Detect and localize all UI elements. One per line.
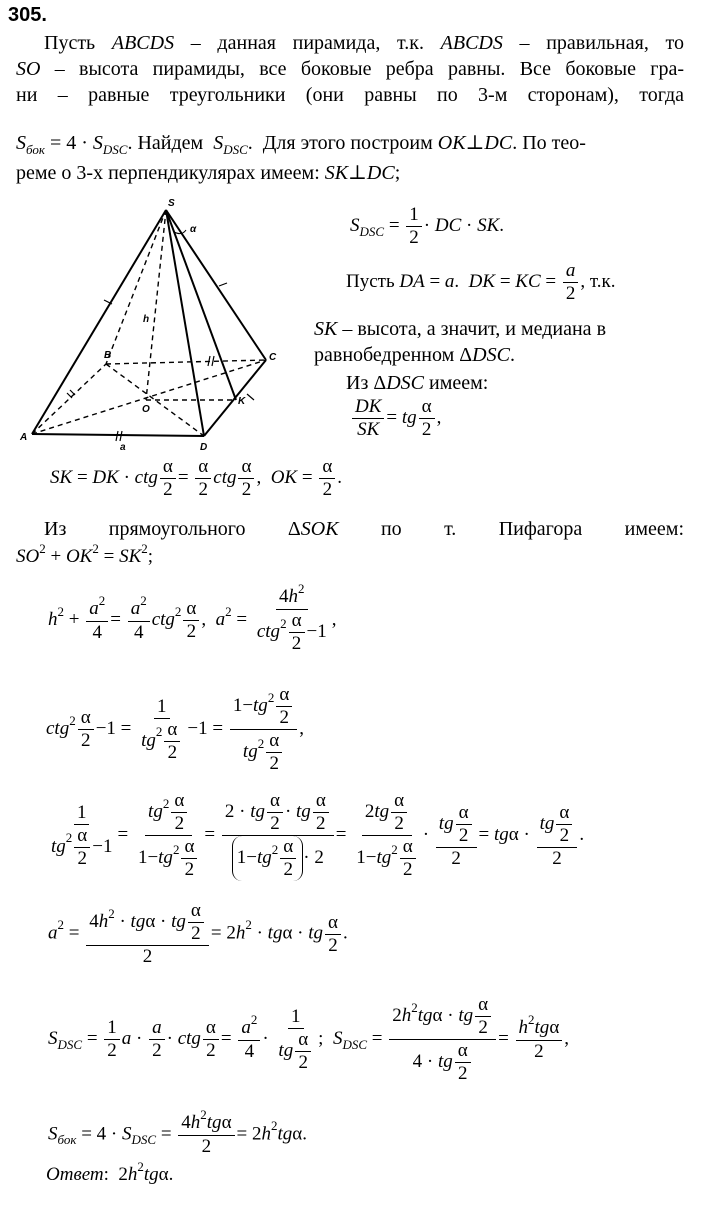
paragraph-line-1: Пусть ABCDS – данная пирамида, т.к. ABCDS – правильная, то (44, 32, 684, 54)
label-alpha: α (190, 224, 197, 235)
problem-number: 305. (8, 4, 47, 26)
paragraph-line-4: $S_{бок} = 4 \cdot S_{DSC}$. Найдем $S_{DSC}$. Для этого построим OK⊥DC. По тео- (16, 132, 586, 157)
label-A: A (20, 432, 28, 443)
label-D: D (200, 442, 208, 453)
equation-3: 1 $tg^2$ $\frac{\alpha}{2}$ −1 = $tg^2$ $\frac{\alpha}{2}$ $1-tg^2$ $\frac{\alpha}{2}$ = 2 · tg $\frac{\alpha}{2}$ · tg $\frac{\alpha}{2}$ $1-tg^2$ $\frac{\alpha}{2}$ · 2 = 2tg $\frac{\alpha}{2}$ $1-tg^2$ $\frac{\alpha}{2}$ · tg $\frac{\alpha}{2}$ 2 = tgα · tg $\frac{\alpha}{2}$ 2 . (51, 790, 585, 880)
sk-equation: SK = DK · ctg $\frac{\alpha}{2}$ = $\frac{\alpha}{2}$ ctg $\frac{\alpha}{2}$ , OK = $\frac{\alpha}{2}$ . (50, 456, 343, 500)
label-S: S (168, 198, 175, 209)
equation-4: $a^2$ = $4h^2 \cdot tg\alpha$ · tg $\frac{\alpha}{2}$ 2 = $2h^2 \cdot tg\alpha$ · tg $\frac{\alpha}{2}$ . (48, 900, 348, 967)
label-O: O (142, 404, 150, 415)
answer-line: Ответ: $2h^2tg\alpha$. (46, 1159, 174, 1185)
paragraph-line-3: ни – равные треугольники (они равны по 3-м сторонам), тогда (16, 84, 684, 106)
equation-1: $h^2$ + $\frac{a^2}{4}$ = $\frac{a^2}{4}$ ctg$^2$ $\frac{\alpha}{2}$ , $a^2$ = $4h^2$ ctg$^2$ $\frac{\alpha}{2}$ −1 , (48, 581, 337, 654)
answer-label: Ответ (46, 1164, 104, 1185)
let-line: Пусть DA = a. DK = KC = $\frac{a}{2}$ , т.к. (346, 260, 616, 304)
equation-2: ctg$^2$ $\frac{\alpha}{2}$ −1 = 1 $tg^2$ $\frac{\alpha}{2}$ −1 = $1-tg^2$ $\frac{\alpha}{2}$ $tg^2$ $\frac{\alpha}{2}$ , (46, 684, 305, 774)
equation-5: $S_{DSC}$ = $\frac{1}{2}$ a · $\frac{a}{2}$ · ctg $\frac{\alpha}{2}$ = $\frac{a^2}{4}$ · 1 tg $\frac{\alpha}{2}$ ; $S_{DSC}$ = $2h^2tg\alpha$ · tg $\frac{\alpha}{2}$ 4 · tg $\frac{\alpha}{2}$ = $\frac{h^2tg\alpha}{2}$ , (48, 994, 570, 1084)
sk-line-1: SK – высота, а значит, и медиана в (314, 318, 607, 340)
paragraph-line-2: SO – высота пирамиды, все боковые ребра равны. Все боковые гра- (16, 58, 684, 80)
from-line: Из ΔDSC имеем: (346, 372, 489, 394)
label-K: K (238, 396, 246, 407)
pythagoras-line: Из прямоугольного ΔSOK по т. Пифагора имеем: (44, 518, 684, 540)
sk-line-2: равнобедренном ΔDSC. (314, 344, 515, 366)
ratio-eq: $\frac{DK}{SK}$ = tg $\frac{\alpha}{2}$ , (350, 396, 441, 441)
pyramid-figure (14, 192, 304, 462)
label-C: C (269, 352, 277, 363)
label-B: B (104, 350, 112, 361)
label-h: h (143, 314, 150, 325)
label-a: a (120, 442, 126, 453)
area-formula: $S_{DSC}$ = $\frac{1}{2}$ · DC · SK. (350, 204, 505, 248)
paragraph-line-5: реме о 3-х перпендикулярах имеем: SK⊥DC; (16, 162, 401, 184)
equation-6: $S_{бок} = 4 \cdot S_{DSC}$ = $\frac{4h^2tg\alpha}{2}$ = $2h^2tg\alpha$. (48, 1107, 307, 1157)
pythagoras-eq: $SO^2 + OK^2 = SK^2$; (16, 541, 154, 567)
